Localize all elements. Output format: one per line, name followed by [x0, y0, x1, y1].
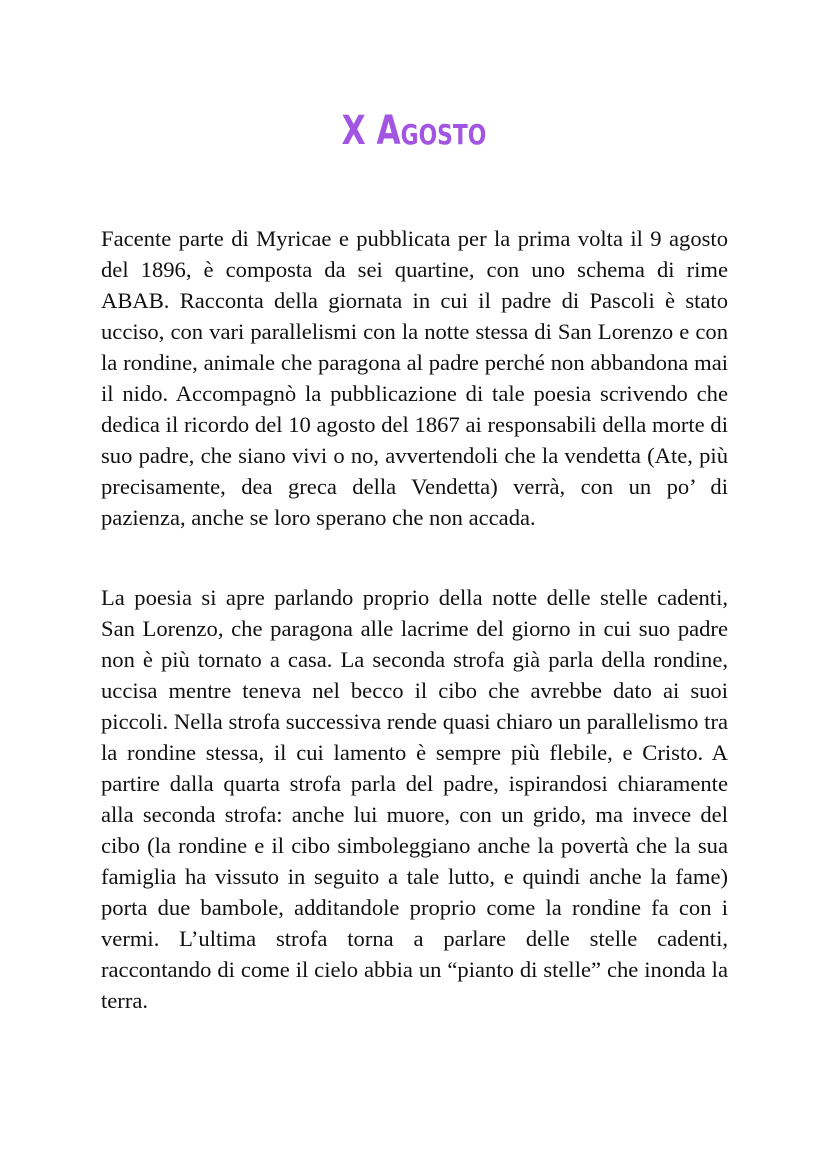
body-paragraph: Facente parte di Myricae e pubblicata per la prima volta il 9 agosto del 1896, è composta da sei quartine, con uno schema di rime ABAB. Racconta della giornata in cui il padre di Pascoli è stato ucciso, con vari parallelismi con la notte stessa di San Lorenzo e con la rondine, animale che paragona al padre perché non abbandona mai il nido. Accompagnò la pubblicazione di tale poesia scrivendo che dedica il ricordo del 10 agosto del 1867 ai responsabili della morte di suo padre, che siano vivi o no, avvertendoli che la vendetta (Ate, più precisamente, dea greca della Vendetta) verrà, con un po’ di pazienza, anche se loro sperano che non accada.: [101, 226, 728, 530]
body-paragraph: La poesia si apre parlando proprio della notte delle stelle cadenti, San Lorenzo, che paragona alle lacrime del giorno in cui suo padre non è più tornato a casa. La seconda strofa già parla della rondine, uccisa mentre teneva nel becco il cibo che avrebbe dato ai suoi piccoli. Nella strofa successiva rende quasi chiaro un parallelismo tra la rondine stessa, il cui lamento è sempre più flebile, e Cristo. A partire dalla quarta strofa parla del padre, ispirandosi chiaramente alla seconda strofa: anche lui muore, con un grido, ma invece del cibo (la rondine e il cibo simboleggiano anche la povertà che la sua famiglia ha vissuto in seguito a tale lutto, e quindi anche la fame) porta due bambole, additandole proprio come la rondine fa con i vermi. L’ultima strofa torna a parlare delle stelle cadenti, raccontando di come il cielo abbia un “pianto di stelle” che inonda la terra.: [101, 585, 728, 1013]
page-title: X Agosto: [341, 108, 487, 154]
